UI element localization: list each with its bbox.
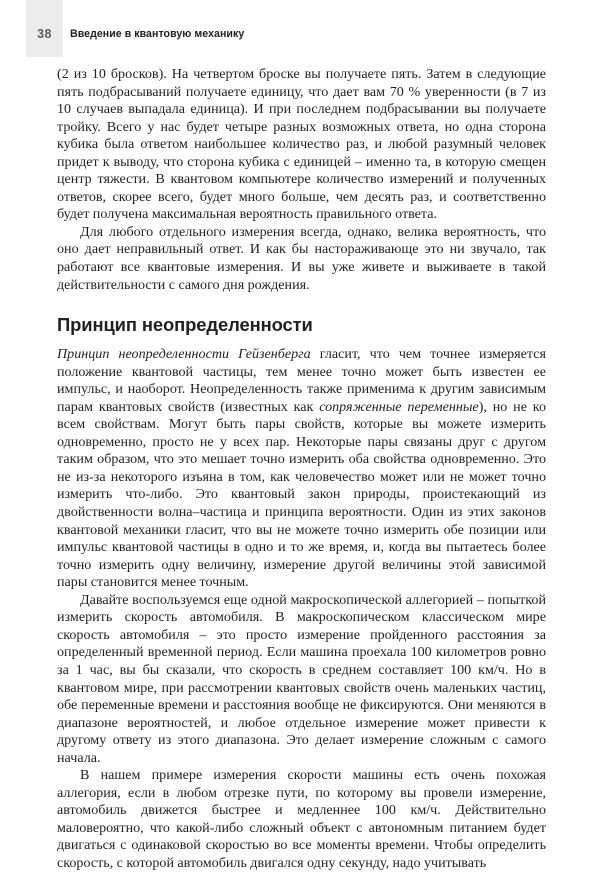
- emphasis-conjugate-variables: сопряженные переменные: [319, 398, 479, 415]
- paragraph: В нашем примере измерения скорости машины есть очень похожая аллегория, если в любом отрезке пути, по которому вы провели измерение, автомобиль движется быстрее и медленнее 100 км/ч. Действительно маловероятно, что какой-либо сложный объект с автономным питанием будет двигаться с одинаковой скоростью во все моменты времени. Чтобы определить скорость, с которой автомобиль двигался одну секунду, надо учитывать: [57, 767, 546, 871]
- paragraph-continued: (2 из 10 бросков). На четвертом броске вы получаете пять. Затем в следующие пять подбрасываний получаете единицу, что дает вам 70 % уверенности (в 7 из 10 случаев выпадала единица). И при последнем подбрасывании вы получаете тройку. Всего у нас будет четыре разных возможных ответа, но одна сторона кубика была ответом наибольшее количество раз, и любой разумный человек придет к выводу, что сторона кубика с единицей – именно та, в которую смещен центр тяжести. В квантовом компьютере количество измерений и полученных ответов, скорее всего, будет много больше, чем десять раз, и соответственно будет получена максимальная вероятность правильного ответа.: [57, 66, 546, 223]
- section-heading: Принцип неопределенности: [57, 314, 313, 336]
- emphasis-heisenberg-principle: Принцип неопределенности Гейзенберга: [57, 346, 311, 363]
- paragraph: Для любого отдельного измерения всегда, однако, велика вероятность, что оно дает неправильный ответ. И как бы настораживающе это ни звучало, так работают все квантовые измерения. И вы уже живете и выживаете в такой действительности с самого дня рождения.: [57, 223, 546, 293]
- running-head: [0, 0, 600, 58]
- paragraph-with-emphasis: [57, 346, 546, 592]
- running-head-title: Введение в квантовую механику: [70, 28, 245, 40]
- heading-spacer-bottom: [57, 336, 546, 346]
- paragraph-text-part-1: гласит, что чем точнее измеряется положение квантовой частицы, тем менее точно может быть известен ее импульс, и наоборот. Неопределенность также применима к другим зависимым парам квантовых свойств (известных как: [57, 346, 546, 415]
- paragraph-text-part-2: ), но не ко всем свойствам. Могут быть пары свойств, которые вы можете измерить одновременно, просто не у всех пар. Некоторые пары связаны друг с другом таким образом, что это мешает точно измерить оба свойства одновременно. Это не из-за некоторого изъяна в том, как человечество может или не может точно измерить что-либо. Это квантовый закон природы, проистекающий из двойственности волна–частица и принципа вероятности. Один из этих законов квантовой механики гласит, что вы не можете точно измерить обе позиции или импульс квантовой частицы в одно и то же время, и, когда вы пытаетесь более точно измерить одну величину, измерение другой величины этой зависимой пары становится менее точным.: [57, 398, 546, 591]
- heading-spacer-top: [57, 294, 546, 314]
- page-number: 38: [37, 27, 52, 41]
- text-column: [57, 66, 546, 873]
- paragraph: Давайте воспользуемся еще одной макроскопической аллегорией – попыткой измерить скорость автомобиля. В макроскопическом классическом мире скорость автомобиля – это просто измерение пройденного расстояния за определенный временной период. Если машина проехала 100 километров ровно за 1 час, вы бы сказали, что скорость в среднем составляет 100 км/ч. Но в квантовом мире, при рассмотрении квантовых свойств очень маленьких частиц, обе переменные времени и расстояния вообще не фиксируются. Они меняются в диапазоне вероятностей, и любое отдельное измерение может привести к другому ответу из этого диапазона. Это делает измерение сложным с самого начала.: [57, 591, 546, 766]
